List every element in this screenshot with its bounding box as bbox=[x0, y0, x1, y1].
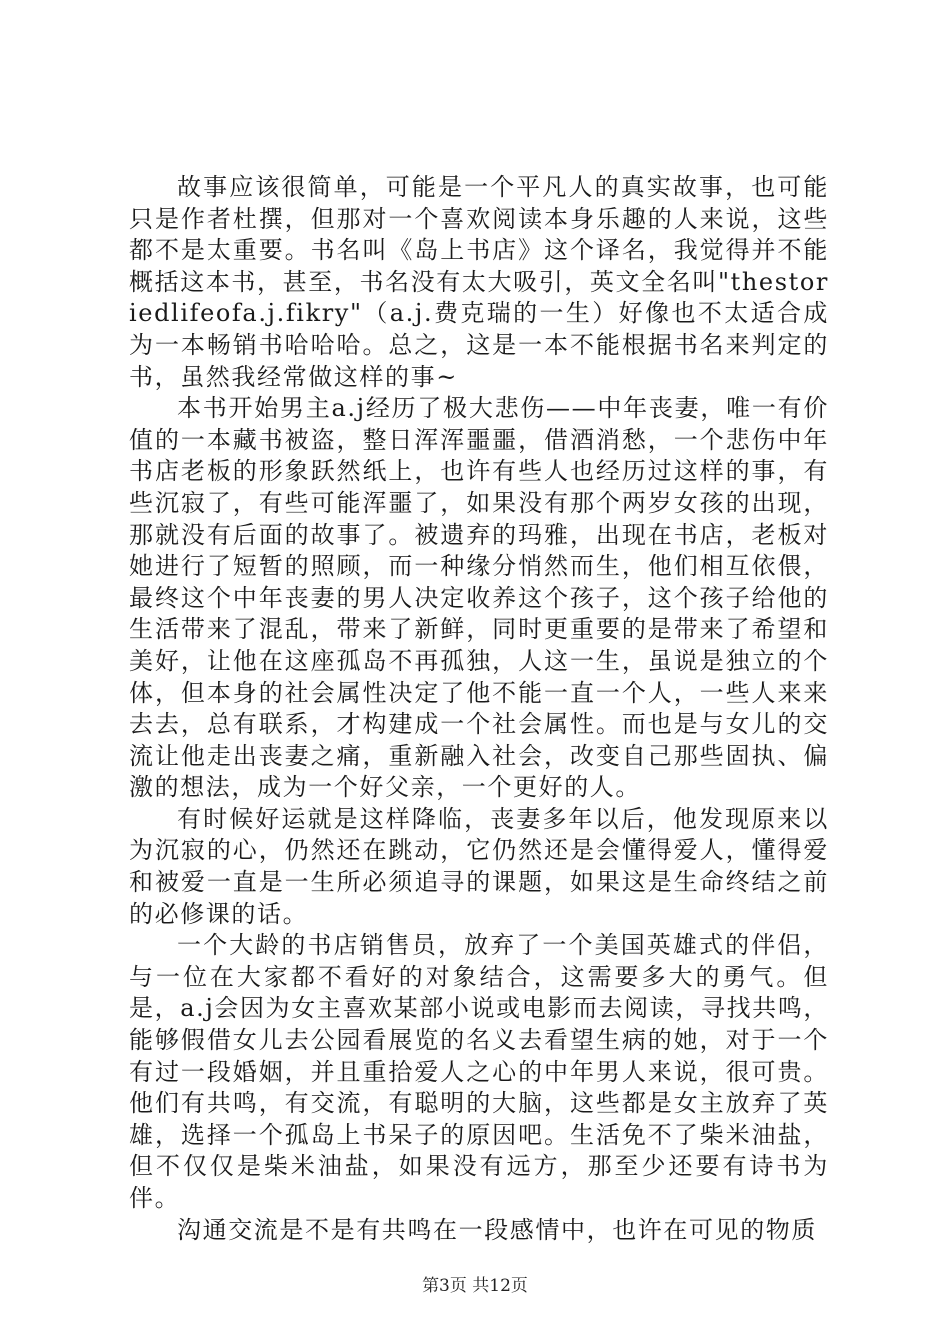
page-number-footer: 第3页 共12页 bbox=[422, 1276, 528, 1296]
document-body bbox=[129, 172, 829, 1246]
paragraph: 沟通交流是不是有共鸣在一段感情中，也许在可见的物质 bbox=[177, 1215, 817, 1244]
paragraph: 一个大龄的书店销售员，放弃了一个美国英雄式的伴侣，与一位在大家都不看好的对象结合，这需要多大的勇气。但是，a.j会因为女主喜欢某部小说或电影而去阅读，寻找共鸣，能够假借女儿去公园看展览的名义去看望生病的她，对于一个有过一段婚姻，并且重拾爱人之心的中年男人来说，很可贵。他们有共鸣，有交流，有聪明的大脑，这些都是女主放弃了英雄，选择一个孤岛上书呆子的原因吧。生活免不了柴米油盐，但不仅仅是柴米油盐，如果没有远方，那至少还要有诗书为伴。 bbox=[129, 931, 829, 1212]
paragraph: 有时候好运就是这样降临，丧妻多年以后，他发现原来以为沉寂的心，仍然还在跳动，它仍然还是会懂得爱人，懂得爱和被爱一直是一生所必须追寻的课题，如果这是生命终结之前的必修课的话。 bbox=[129, 804, 829, 928]
paragraph: 本书开始男主a.j经历了极大悲伤——中年丧妻，唯一有价值的一本藏书被盗，整日浑浑噩噩，借酒消愁，一个悲伤中年书店老板的形象跃然纸上，也许有些人也经历过这样的事，有些沉寂了，有些可能浑噩了，如果没有那个两岁女孩的出现，那就没有后面的故事了。被遗弃的玛雅，出现在书店，老板对她进行了短暂的照顾，而一种缘分悄然而生，他们相互依偎，最终这个中年丧妻的男人决定收养这个孩子，这个孩子给他的生活带来了混乱，带来了新鲜，同时更重要的是带来了希望和美好，让他在这座孤岛不再孤独，人这一生，虽说是独立的个体，但本身的社会属性决定了他不能一直一个人，一些人来来去去，总有联系，才构建成一个社会属性。而也是与女儿的交流让他走出丧妻之痛，重新融入社会，改变自己那些固执、偏激的想法，成为一个好父亲，一个更好的人。 bbox=[129, 394, 829, 802]
paragraph: 故事应该很简单，可能是一个平凡人的真实故事，也可能只是作者杜撰，但那对一个喜欢阅读本身乐趣的人来说，这些都不是太重要。书名叫《岛上书店》这个译名，我觉得并不能概括这本书，甚至，书名没有太大吸引，英文全名叫"thestoriedlifeofa.j.fikry"（a.j.费克瑞的一生）好像也不太适合成为一本畅销书哈哈哈。总之，这是一本不能根据书名来判定的书，虽然我经常做这样的事~ bbox=[129, 173, 829, 391]
